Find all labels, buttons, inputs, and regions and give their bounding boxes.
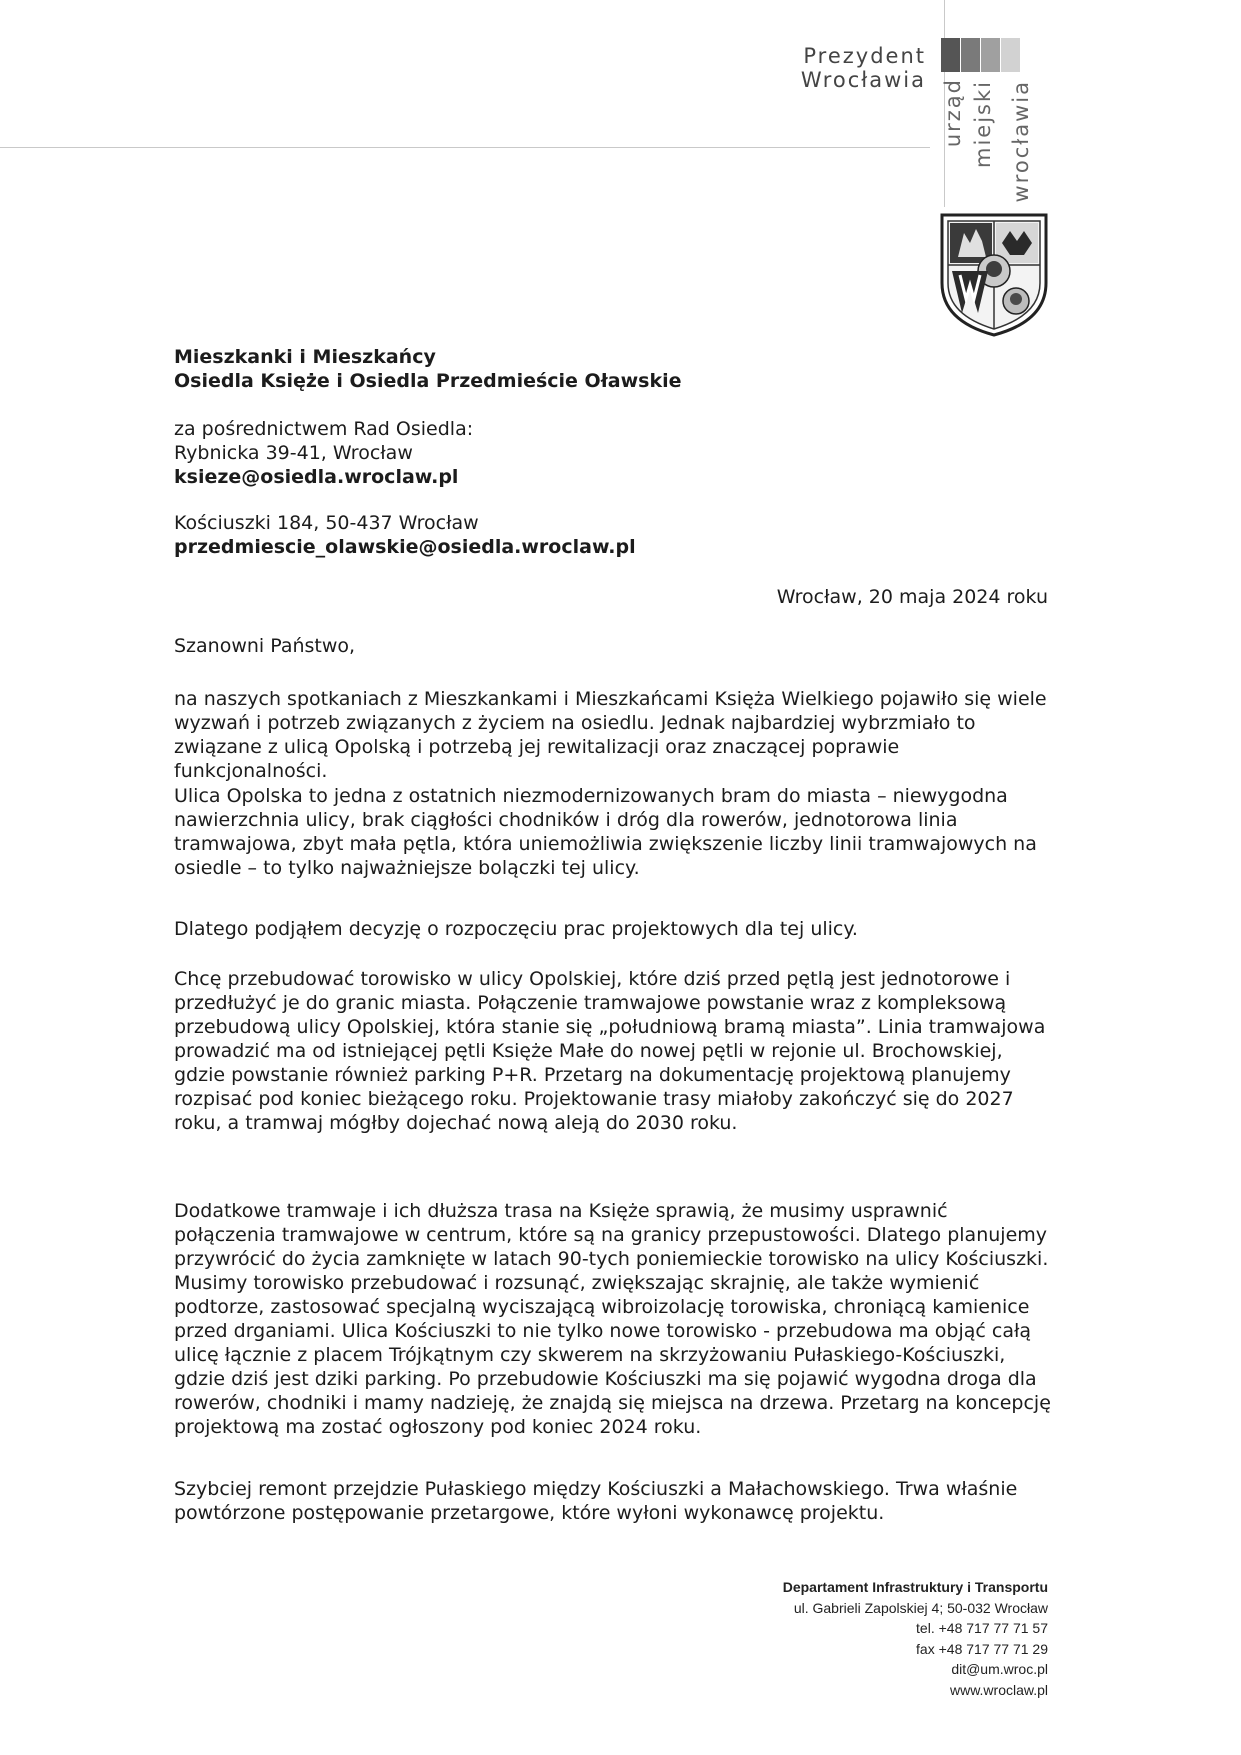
- recipient-address-2: Kościuszki 184, 50-437 Wrocław: [174, 512, 479, 534]
- letter-date: Wrocław, 20 maja 2024 roku: [776, 586, 1048, 608]
- coat-of-arms-icon: [938, 213, 1050, 337]
- paragraph-1: na naszych spotkaniach z Mieszkankami i Mieszkańcami Księża Wielkiego pojawiło się wiele wyzwań i potrzeb związanych z życiem na osiedlu. Jednak najbardziej wybrzmiało to związane z ulicą Opolską i potrzebą jej rewitalizacji oraz znaczącej poprawie funkcjonalności.: [174, 688, 1047, 782]
- footer-fax: fax +48 717 77 71 29: [916, 1640, 1048, 1657]
- logo-square-1: [941, 38, 960, 72]
- recipient-address-1: Rybnicka 39-41, Wrocław: [174, 442, 413, 464]
- footer-address: ul. Gabrieli Zapolskiej 4; 50-032 Wrocław: [793, 1599, 1048, 1616]
- logo-square-4: [1001, 38, 1020, 72]
- recipient-line-2: Osiedla Księże i Osiedla Przedmieście Oławskie: [174, 370, 682, 392]
- paragraph-2: Ulica Opolska to jedna z ostatnich niezmodernizowanych bram do miasta – niewygodna nawierzchnia ulicy, brak ciągłości chodników i dróg dla rowerów, jednotorowa linia tramwajowa, zbyt mała pętla, która uniemożliwia zwiększenie liczby linii tramwajowych na osiedle – to tylko najważniejsze bolączki tej ulicy.: [174, 785, 1037, 879]
- logo-text-wroclawia: wrocławia: [1009, 80, 1033, 203]
- recipient-via: za pośrednictwem Rad Osiedla:: [174, 418, 474, 440]
- paragraph-3: Dlatego podjąłem decyzję o rozpoczęciu prac projektowych dla tej ulicy.: [174, 918, 858, 940]
- footer-website[interactable]: www.wroclaw.pl: [949, 1681, 1048, 1698]
- greeting: Szanowni Państwo,: [174, 635, 356, 657]
- paragraph-5: Dodatkowe tramwaje i ich dłuższa trasa na Księże sprawią, że musimy usprawnić połączenia tramwajowe w centrum, które są na granicy przepustowości. Dlatego planujemy przywrócić do życia zamknięte w latach 90-tych poniemieckie torowisko na ulicy Kościuszki. Musimy torowisko przebudować i rozsunąć, zwiększając skrajnię, ale także wymienić podtorze, zastosować specjalną wyciszającą wibroizolację torowiska, chroniącą kamienice przed drganiami. Ulica Kościuszki to nie tylko nowe torowisko - przebudowa ma objąć całą ulicę łącznie z placem Trójkątnym czy skwerem na skrzyżowaniu Pułaskiego-Kościuszki, gdzie dziś jest dziki parking. Po przebudowie Kościuszki ma się pojawić wygodna droga dla rowerów, chodniki i mamy nadzieję, że znajdą się miejsca na drzewa. Przetarg na koncepcję projektową ma zostać ogłoszony pod koniec 2024 roku.: [174, 1200, 1051, 1438]
- recipient-line-1: Mieszkanki i Mieszkańcy: [174, 346, 436, 368]
- recipient-email-1[interactable]: ksieze@osiedla.wroclaw.pl: [174, 466, 459, 488]
- header-title: Prezydent Wrocławia: [800, 44, 926, 92]
- footer-email[interactable]: dit@um.wroc.pl: [951, 1661, 1048, 1677]
- footer-phone: tel. +48 717 77 71 57: [916, 1620, 1048, 1636]
- logo-text-urzad: urząd: [941, 78, 965, 148]
- header-divider: [0, 147, 930, 148]
- footer-department: Departament Infrastruktury i Transportu: [782, 1579, 1048, 1595]
- logo-text-miejski: miejski: [971, 80, 995, 168]
- recipient-email-2[interactable]: przedmiescie_olawskie@osiedla.wroclaw.pl: [174, 536, 636, 558]
- paragraph-4: Chcę przebudować torowisko w ulicy Opolskiej, które dziś przed pętlą jest jednotorowe i przedłużyć je do granic miasta. Połączenie tramwajowe powstanie wraz z kompleksową przebudową ulicy Opolskiej, która stanie się „południową bramą miasta”. Linia tramwajowa prowadzić ma od istniejącej pętli Księże Małe do nowej pętli w rejonie ul. Brochowskiej, gdzie powstanie również parking P+R. Przetarg na dokumentację projektową planujemy rozpisać pod koniec bieżącego roku. Projektowanie trasy miałoby zakończyć się do 2027 roku, a tramwaj mógłby dojechać nową aleją do 2030 roku.: [174, 968, 1046, 1134]
- paragraph-6: Szybciej remont przejdzie Pułaskiego między Kościuszki a Małachowskiego. Trwa właśnie powtórzone postępowanie przetargowe, które wyłoni wykonawcę projektu.: [174, 1478, 1018, 1524]
- logo-square-3: [981, 38, 1000, 72]
- logo-square-2: [961, 38, 980, 72]
- footer-contact: [690, 1577, 1048, 1700]
